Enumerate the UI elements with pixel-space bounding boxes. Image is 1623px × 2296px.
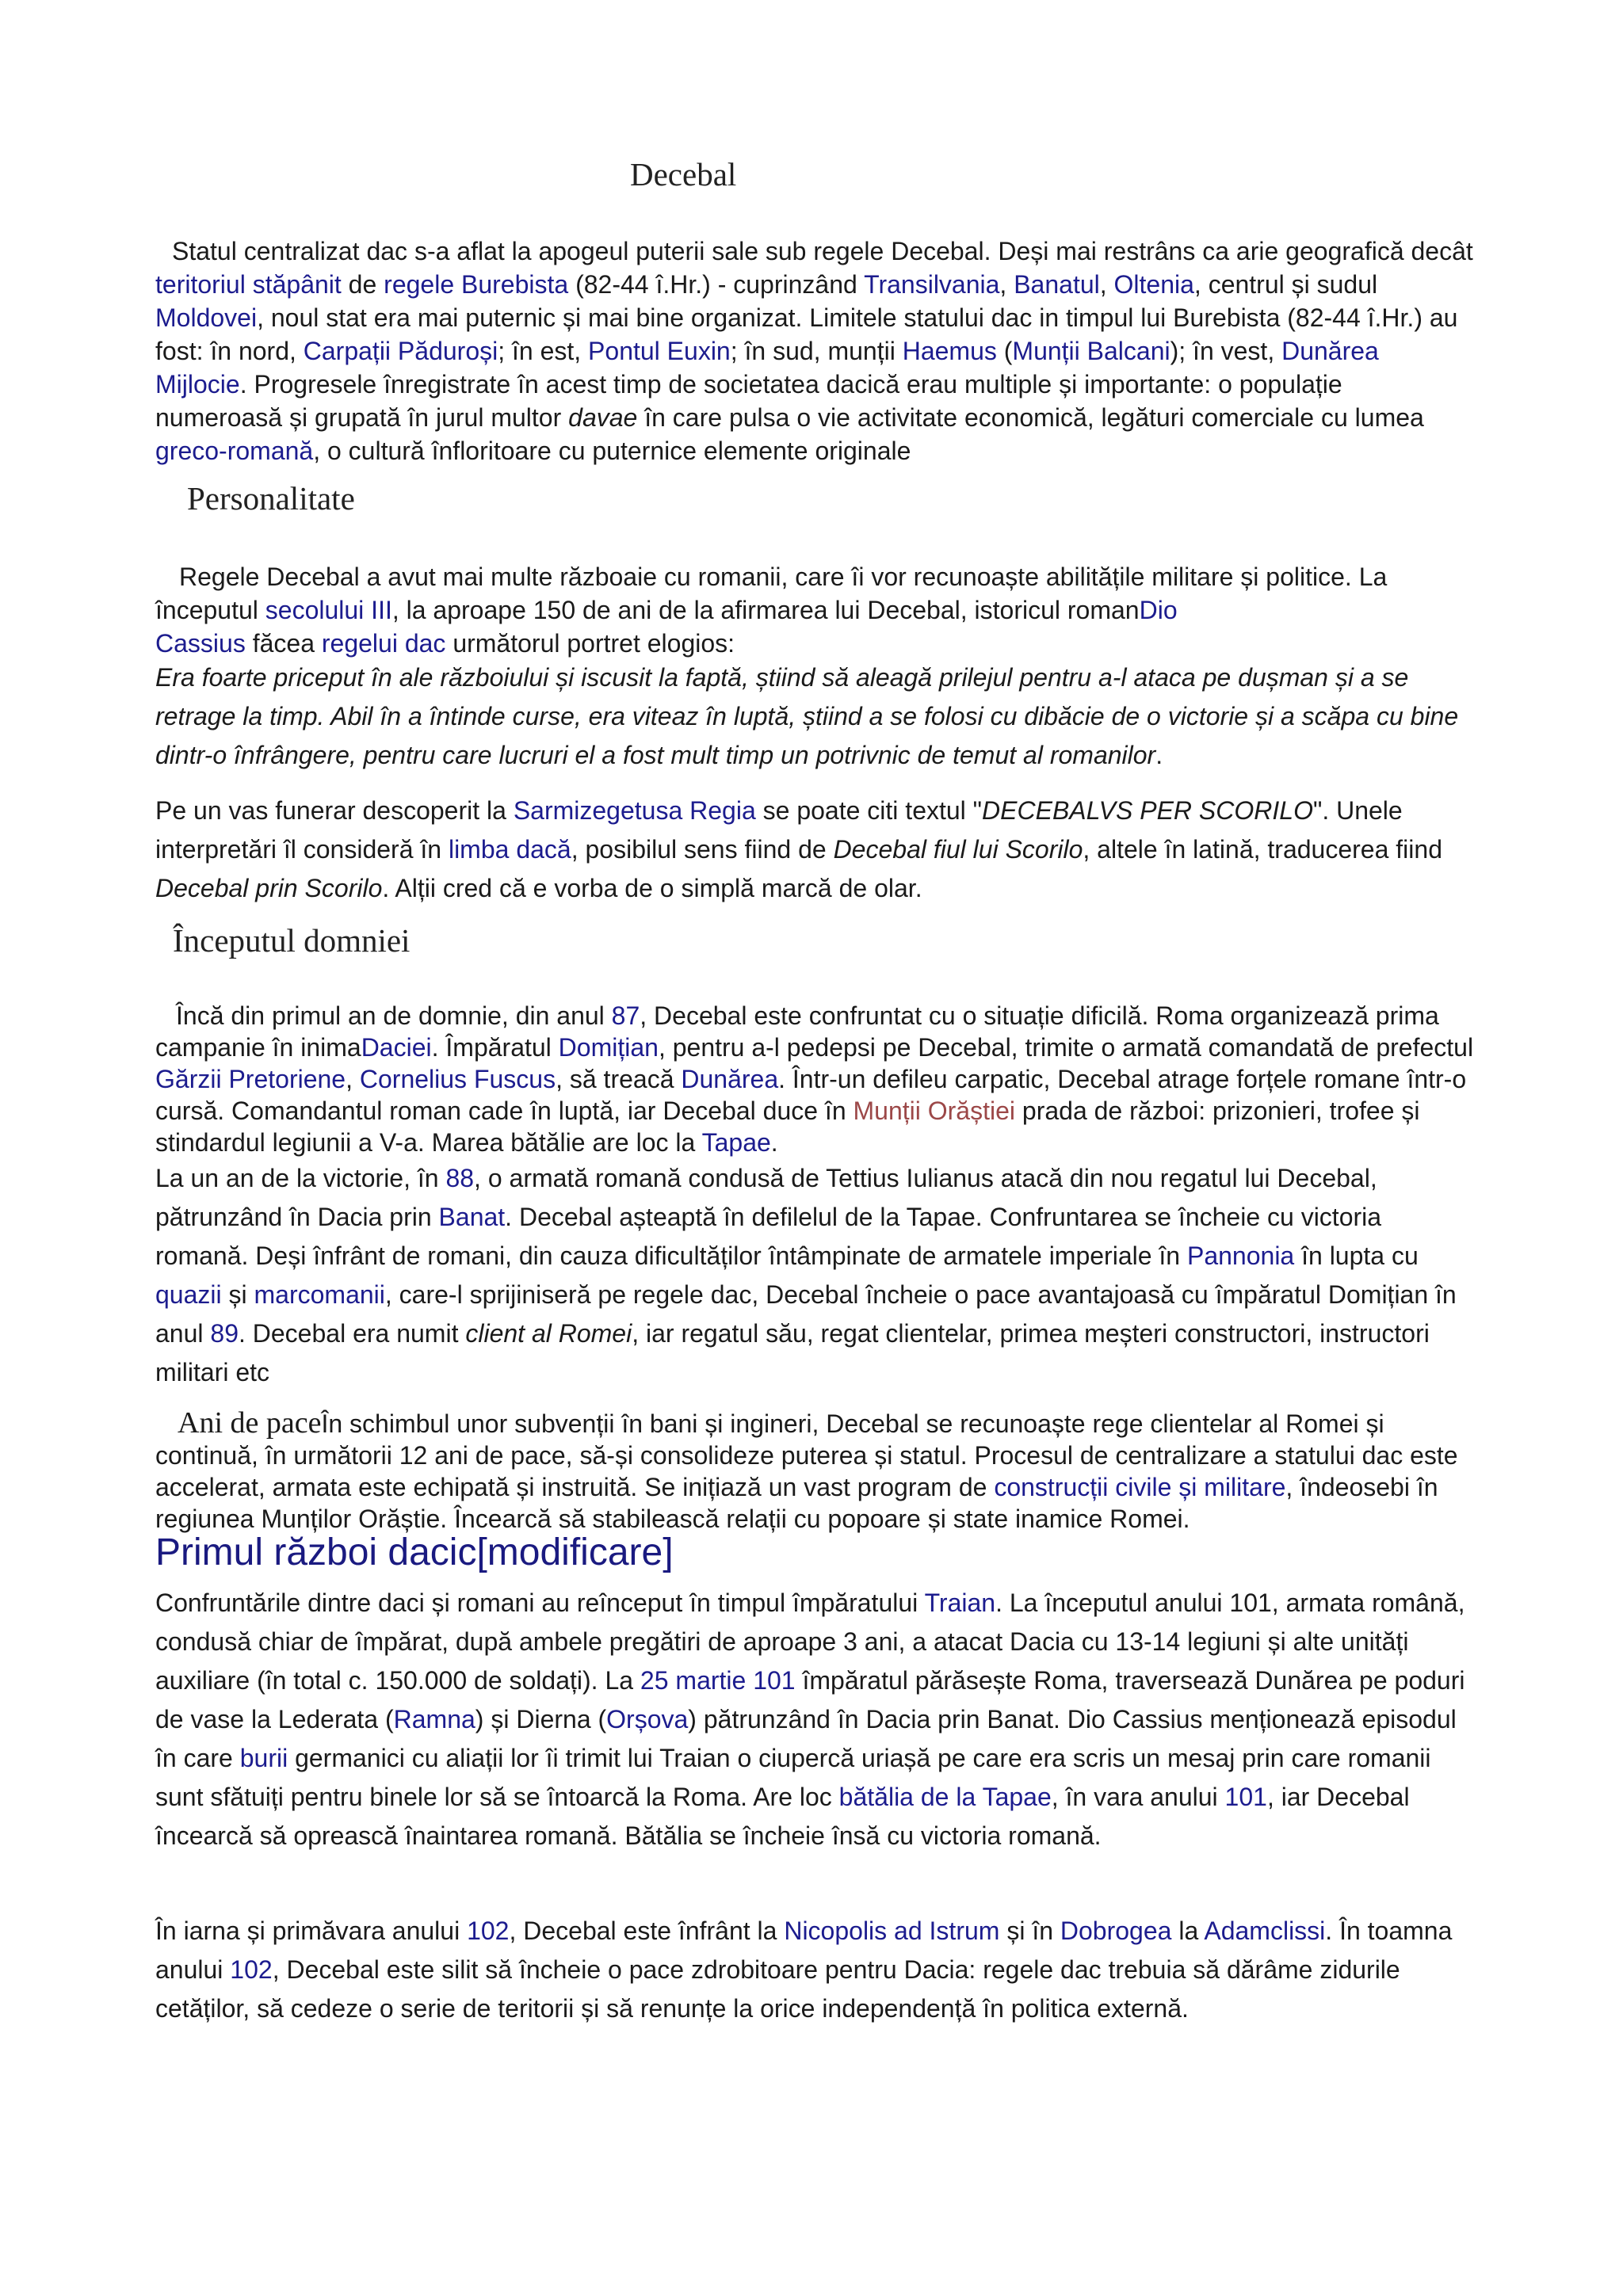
link-dobrogea[interactable]: Dobrogea <box>1060 1917 1172 1945</box>
emphasis: Decebal prin Scorilo <box>155 874 383 902</box>
victorie-paragraph <box>155 1159 1475 1392</box>
link-banat[interactable]: Banat <box>438 1203 506 1231</box>
text: . Progresele înregistrate în acest timp de societatea dacică erau multiple și importante: o populație numeroasă și grupată în jurul multor <box>155 370 1342 432</box>
text: ; în est, <box>498 337 589 365</box>
text: ); în vest, <box>1170 337 1282 365</box>
text: făcea <box>245 629 322 658</box>
text: la <box>1171 1917 1205 1945</box>
text: . Împăratul <box>431 1033 559 1062</box>
link-constructii[interactable]: construcții civile și militare <box>994 1473 1286 1501</box>
link-dio-cassius[interactable]: Dio <box>1139 596 1178 624</box>
link-orsova[interactable]: Orșova <box>606 1705 689 1733</box>
link-25-martie-101[interactable]: 25 martie 101 <box>640 1666 796 1695</box>
link-quazii[interactable]: quazii <box>155 1280 222 1309</box>
text: , pentru a-l pedepsi pe Decebal, trimite o armată comandată de prefectul <box>658 1033 1474 1062</box>
link-102-toamna[interactable]: 102 <box>230 1955 273 1984</box>
link-moldovei[interactable]: Moldovei <box>155 303 258 332</box>
link-carpatii[interactable]: Carpații Păduroși <box>303 337 498 365</box>
link-secolului-iii[interactable]: secolului III <box>265 596 392 624</box>
intro-paragraph <box>155 235 1475 467</box>
vas-funerar-paragraph <box>155 791 1475 908</box>
link-101[interactable]: 101 <box>1224 1783 1267 1811</box>
text: , care-l sprijiniseră pe regele dac, Decebal încheie o pace avantajoasă cu împăratul Domițian în anul <box>155 1280 1457 1348</box>
text: și în <box>999 1917 1060 1945</box>
link-pannonia[interactable]: Pannonia <box>1186 1241 1295 1270</box>
emphasis: davae <box>568 403 638 432</box>
text: ) și Dierna ( <box>475 1705 607 1733</box>
text: , la aproape 150 de ani de la afirmarea lui Decebal, istoricul roman <box>391 596 1140 624</box>
text: . Alții cred că e vorba de o simplă marcă de olar. <box>382 874 922 902</box>
text: împăratul părăsește Roma, traversează Dunărea pe poduri de vase la Lederata ( <box>155 1666 1465 1733</box>
text: în care pulsa o vie activitate economică, legături comerciale cu lumea <box>637 403 1424 432</box>
text: , posibilul sens fiind de <box>571 835 834 864</box>
text: ; în sud, munții <box>730 337 903 365</box>
heading-primul-razboi <box>155 1531 674 1574</box>
text: . Decebal așteaptă în defilelul de la Tapae. Confruntarea se încheie cu victoria romană. Deși înfrânt de romani, din cauza dificultăților întâmpinate de armatele imperiale în <box>155 1203 1382 1270</box>
text: Confruntările dintre daci și romani au reînceput în timpul împăratului <box>155 1589 925 1617</box>
text: , să treacă <box>556 1065 682 1093</box>
text: germanici cu aliații lor îi trimit lui Traian o ciupercă uriașă pe care era scris un mesaj prin care romanii sunt sfătuiți pentru binele lor să se întoarcă la Roma. Are loc <box>155 1744 1431 1811</box>
edit-link[interactable]: [modificare] <box>476 1531 674 1573</box>
ani-de-pace-paragraph <box>155 1407 1475 1535</box>
link-cornelius-fuscus[interactable]: Cornelius Fuscus <box>359 1065 556 1093</box>
link-burebista[interactable]: regele Burebista <box>384 270 569 299</box>
link-nicopolis[interactable]: Nicopolis ad Istrum <box>784 1917 1000 1945</box>
text: în lupta cu <box>1294 1241 1419 1270</box>
text: , iar Decebal încearcă să oprească înaintarea romană. Bătălia se încheie însă cu victoria romană. <box>155 1783 1410 1850</box>
text: (82-44 î.Hr.) - cuprinzând <box>568 270 865 299</box>
primul-razboi-paragraph <box>155 1584 1475 1855</box>
link-tapae[interactable]: Tapae <box>701 1128 771 1157</box>
text: În schimbul unor subvenții în bani și ingineri, Decebal se recunoaște rege clientelar al Romei și continuă, în următorii 12 ani de pace, să-și consolideze puterea și statul. Procesul de centralizare a statului dac este accelerat, armata este echipată și instruită. Se inițiază un vast program de <box>155 1409 1458 1501</box>
text: , Decebal este confruntat cu o situație dificilă. Roma organizează prima campanie în inima <box>155 1001 1439 1062</box>
link-batalia-tapae[interactable]: bătălia de la Tapae <box>838 1783 1052 1811</box>
link-88[interactable]: 88 <box>445 1164 475 1192</box>
link-dunarea[interactable]: Dunărea <box>681 1065 779 1093</box>
text: , <box>999 270 1014 299</box>
link-burii[interactable]: burii <box>239 1744 288 1772</box>
emphasis: client al Romei <box>465 1319 632 1348</box>
page-title: Decebal <box>630 156 737 193</box>
link-87[interactable]: 87 <box>611 1001 640 1030</box>
link-domitian[interactable]: Domițian <box>558 1033 659 1062</box>
text: , noul stat era mai puternic și mai bine organizat. Limitele statului dac in timpul lui Burebista (82-44 î.Hr.) au fost: în nord, <box>155 303 1458 365</box>
link-teritoriul[interactable]: teritoriul stăpânit <box>155 270 342 299</box>
text: , <box>1099 270 1114 299</box>
link-transilvania[interactable]: Transilvania <box>864 270 1000 299</box>
link-traian[interactable]: Traian <box>924 1589 996 1617</box>
link-adamclissi[interactable]: Adamclissi <box>1204 1917 1326 1945</box>
link-102[interactable]: 102 <box>467 1917 510 1945</box>
link-sarmizegetusa[interactable]: Sarmizegetusa Regia <box>513 796 756 825</box>
text: . În toamna anului <box>155 1917 1453 1984</box>
text: prada de război: prizonieri, trofee și stindardul legiunii a V-a. Marea bătălie are loc la <box>155 1097 1420 1157</box>
personalitate-paragraph <box>155 560 1475 660</box>
link-limba-daca[interactable]: limba dacă <box>448 835 571 864</box>
text: Statul centralizat dac s-a aflat la apogeul puterii sale sub regele Decebal. Deși mai restrâns ca arie geografică decât <box>172 237 1473 265</box>
text: , <box>346 1065 360 1093</box>
heading-personalitate: Personalitate <box>187 480 355 517</box>
text: . <box>1155 741 1163 769</box>
link-89[interactable]: 89 <box>210 1319 239 1348</box>
link-oltenia[interactable]: Oltenia <box>1113 270 1194 299</box>
text: . La începutul anului 101, armata română, condusă chiar de împărat, după ambele pregătiri de aproape 3 ani, a atacat Dacia cu 13-14 legiuni și alte unități auxiliare (în total c. 150.000 de soldați). La <box>155 1589 1465 1695</box>
link-garzii-pretoriene[interactable]: Gărzii Pretoriene <box>155 1065 346 1093</box>
text: , Decebal este înfrânt la <box>509 1917 785 1945</box>
link-daciei[interactable]: Daciei <box>361 1033 432 1062</box>
text: Regele Decebal a avut mai multe războaie cu romanii, care îi vor recunoaște abilitățile militare și politice. La începutul <box>155 563 1388 624</box>
quote-paragraph <box>155 658 1475 775</box>
text: În iarna și primăvara anului <box>155 1917 468 1945</box>
link-dunarea-mijlocie[interactable]: Dunărea Mijlocie <box>155 337 1379 399</box>
link-banatul[interactable]: Banatul <box>1014 270 1100 299</box>
text: ". Unele interpretări îl consideră în <box>155 796 1403 864</box>
link-dio-cassius-2[interactable]: Cassius <box>155 629 246 658</box>
text: , o cultură înfloritoare cu puternice elemente originale <box>313 437 911 465</box>
heading-inceputul-domniei: Începutul domniei <box>173 922 411 959</box>
text: , altele în latină, traducerea fiind <box>1083 835 1442 864</box>
text: . Într-un defileu carpatic, Decebal atrage forțele romane într-o cursă. Comandantul roman cade în luptă, iar Decebal duce în <box>155 1065 1467 1125</box>
inceputul-paragraph <box>155 1000 1475 1158</box>
text: La un an de la victorie, în <box>155 1164 446 1192</box>
text: . Decebal era numit <box>238 1319 466 1348</box>
heading-text: Primul război dacic <box>155 1531 477 1573</box>
text: , iar regatul său, regat clientelar, primea meșteri constructori, instructori militari etc <box>155 1319 1430 1386</box>
text: se poate citi textul " <box>755 796 983 825</box>
link-greco-romana[interactable]: greco-romană <box>155 437 314 465</box>
text: ) pătrunzând în Dacia prin Banat. Dio Cassius menționează episodul în care <box>155 1705 1457 1772</box>
link-haemus[interactable]: Haemus <box>902 337 997 365</box>
link-regelui-dac[interactable]: regelui dac <box>321 629 446 658</box>
link-ramna[interactable]: Ramna <box>393 1705 475 1733</box>
link-muntii-orastiei[interactable]: Munții Orăștiei <box>853 1097 1015 1125</box>
text: Pe un vas funerar descoperit la <box>155 796 514 825</box>
text: , o armată romană condusă de Tettius Iulianus atacă din nou regatul lui Decebal, pătrunzând în Dacia prin <box>155 1164 1377 1231</box>
text: , în vara anului <box>1051 1783 1225 1811</box>
text: . <box>770 1128 778 1157</box>
subheading-ani-de-pace: Ani de pace <box>178 1406 322 1440</box>
text: ( <box>996 337 1013 365</box>
iarna-paragraph <box>155 1912 1475 2028</box>
text: următorul portret elogios: <box>445 629 735 658</box>
link-pontul-euxin[interactable]: Pontul Euxin <box>588 337 731 365</box>
emphasis: DECEBALVS PER SCORILO <box>982 796 1313 825</box>
quote-text: Era foarte priceput în ale războiului și iscusit la faptă, știind să aleagă prilejul pentru a-l ataca pe dușman și a se retrage la timp. Abil în a întinde curse, era viteaz în luptă, știind a se folosi cu dibăcie de o victorie și a scăpa cu bine dintr-o înfrângere, pentru care lucruri el a fost mult timp un potrivnic de temut al romanilor <box>155 663 1459 769</box>
text: , îndeosebi în regiunea Munților Orăștie. Încearcă să stabilească relații cu popoare și state inamice Romei. <box>155 1473 1438 1533</box>
text: de <box>341 270 384 299</box>
text: , centrul și sudul <box>1193 270 1378 299</box>
link-marcomanii[interactable]: marcomanii <box>254 1280 385 1309</box>
link-muntii-balcani[interactable]: Munții Balcani <box>1012 337 1170 365</box>
text: și <box>221 1280 254 1309</box>
text: , Decebal este silit să încheie o pace zdrobitoare pentru Dacia: regele dac trebuia să dărâme zidurile cetăților, să cedeze o serie de teritorii și să renunțe la orice independență în politica externă. <box>155 1955 1400 2023</box>
text: Încă din primul an de domnie, din anul <box>176 1001 612 1030</box>
emphasis: Decebal fiul lui Scorilo <box>833 835 1083 864</box>
